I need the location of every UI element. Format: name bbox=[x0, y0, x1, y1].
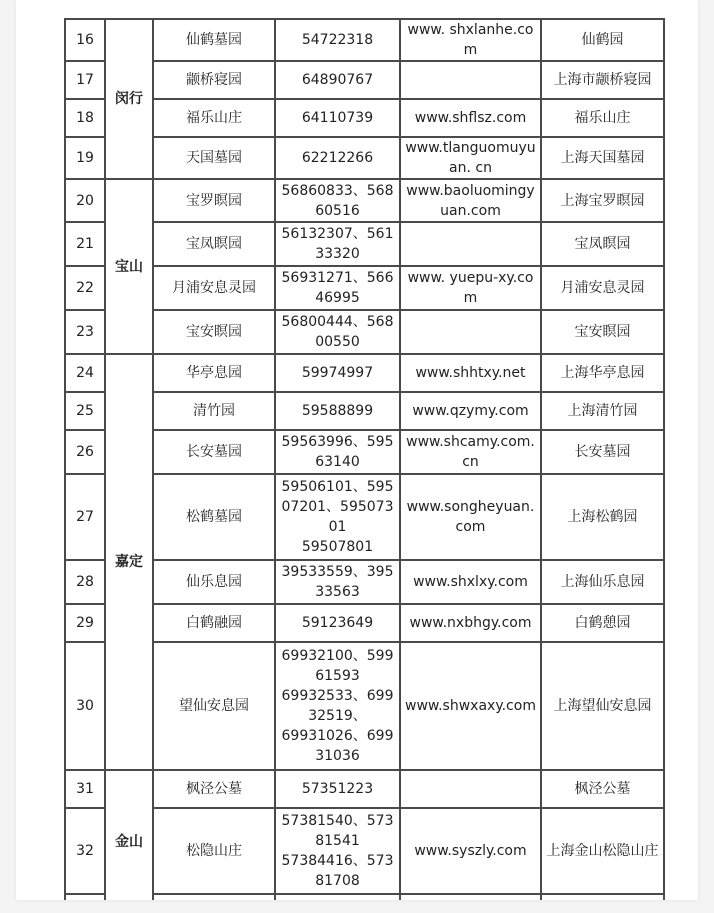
row-number: 28 bbox=[65, 560, 105, 604]
website-cell: www.shhtxy.net bbox=[400, 354, 541, 392]
table-row bbox=[65, 894, 664, 900]
phone-line: 69932100、59961593 bbox=[281, 648, 394, 684]
phone-line: 69931026、69931036 bbox=[281, 728, 394, 764]
table-row bbox=[65, 179, 664, 222]
phone-line: 56860833、56860516 bbox=[281, 182, 394, 219]
phone-cell bbox=[275, 604, 400, 642]
phone-line: 64890767 bbox=[301, 72, 374, 88]
phone-line: 57381540、57381541 bbox=[281, 813, 394, 849]
row-number: 30 bbox=[65, 642, 105, 770]
district-cell: 嘉定 bbox=[105, 354, 153, 770]
table-row bbox=[65, 474, 664, 560]
table-row bbox=[65, 430, 664, 474]
row-number: 16 bbox=[65, 19, 105, 61]
table-row bbox=[65, 222, 664, 266]
phone-cell bbox=[275, 770, 400, 808]
phone-cell bbox=[275, 642, 400, 770]
phone-line: 56800444、56800550 bbox=[281, 314, 394, 350]
cemetery-name: 天国墓园 bbox=[153, 137, 275, 179]
cemetery-name: 枫泾公墓 bbox=[153, 770, 275, 808]
phone-line: 59974997 bbox=[301, 365, 374, 381]
phone-cell bbox=[275, 430, 400, 474]
phone-line: 59563996、59563140 bbox=[281, 434, 394, 470]
cemetery-name bbox=[153, 894, 275, 900]
operator-cell: 上海金山松隐山庄 bbox=[541, 808, 664, 894]
operator-cell: 上海清竹园 bbox=[541, 392, 664, 430]
operator-cell: 月浦安息灵园 bbox=[541, 266, 664, 310]
website-cell bbox=[400, 222, 541, 266]
phone-cell bbox=[275, 61, 400, 99]
phone-cell bbox=[275, 474, 400, 560]
phone-cell bbox=[275, 354, 400, 392]
row-number: 31 bbox=[65, 770, 105, 808]
website-cell: www.tlanguomuyuan. cn bbox=[400, 137, 541, 179]
row-number: 25 bbox=[65, 392, 105, 430]
website-cell: www.shwxaxy.com bbox=[400, 642, 541, 770]
phone-line: 59506101、59507201、59507301 bbox=[281, 479, 394, 535]
operator-cell: 福乐山庄 bbox=[541, 99, 664, 137]
phone-cell bbox=[275, 137, 400, 179]
cemetery-name: 华亭息园 bbox=[153, 354, 275, 392]
row-number: 20 bbox=[65, 179, 105, 222]
table-row bbox=[65, 99, 664, 137]
cemetery-name: 白鹤融园 bbox=[153, 604, 275, 642]
row-number: 24 bbox=[65, 354, 105, 392]
cemetery-name: 月浦安息灵园 bbox=[153, 266, 275, 310]
phone-cell bbox=[275, 222, 400, 266]
row-number: 21 bbox=[65, 222, 105, 266]
phone-cell bbox=[275, 19, 400, 61]
operator-cell: 宝安瞑园 bbox=[541, 310, 664, 354]
website-cell: www.nxbhgy.com bbox=[400, 604, 541, 642]
operator-cell: 上海天国墓园 bbox=[541, 137, 664, 179]
phone-line: 59123649 bbox=[301, 615, 374, 631]
table-row bbox=[65, 354, 664, 392]
phone-line: 64110739 bbox=[301, 110, 374, 126]
row-number: 27 bbox=[65, 474, 105, 560]
table-row bbox=[65, 642, 664, 770]
phone-cell bbox=[275, 808, 400, 894]
cemetery-name: 松鹤墓园 bbox=[153, 474, 275, 560]
row-number: 23 bbox=[65, 310, 105, 354]
operator-cell bbox=[541, 894, 664, 900]
phone-line: 56132307、56133320 bbox=[281, 226, 394, 262]
phone-line: 57384416、57381708 bbox=[281, 853, 394, 889]
phone-line: 39533559、39533563 bbox=[281, 564, 394, 600]
website-cell: www.baoluomingyuan.com bbox=[400, 179, 541, 222]
website-cell bbox=[400, 310, 541, 354]
operator-cell: 上海仙乐息园 bbox=[541, 560, 664, 604]
cemetery-name: 宝罗瞑园 bbox=[153, 179, 275, 222]
row-number: 18 bbox=[65, 99, 105, 137]
table-row bbox=[65, 61, 664, 99]
website-cell: www.shflsz.com bbox=[400, 99, 541, 137]
cemetery-name: 长安墓园 bbox=[153, 430, 275, 474]
table-row bbox=[65, 770, 664, 808]
table-row bbox=[65, 19, 664, 61]
cemetery-table bbox=[64, 18, 665, 900]
district-cell: 金山 bbox=[105, 770, 153, 900]
cemetery-name: 仙鹤墓园 bbox=[153, 19, 275, 61]
row-number: 26 bbox=[65, 430, 105, 474]
table-row bbox=[65, 310, 664, 354]
website-cell: www. shxlanhe.com bbox=[400, 19, 541, 61]
phone-cell bbox=[275, 894, 400, 900]
cemetery-name: 宝凤瞑园 bbox=[153, 222, 275, 266]
cemetery-name: 清竹园 bbox=[153, 392, 275, 430]
website-cell: www.qzymy.com bbox=[400, 392, 541, 430]
phone-cell bbox=[275, 99, 400, 137]
operator-cell: 上海市颛桥寝园 bbox=[541, 61, 664, 99]
operator-cell: 上海宝罗瞑园 bbox=[541, 179, 664, 222]
phone-line: 57351223 bbox=[301, 781, 374, 797]
website-cell bbox=[400, 61, 541, 99]
website-cell bbox=[400, 770, 541, 808]
phone-cell bbox=[275, 392, 400, 430]
operator-cell: 长安墓园 bbox=[541, 430, 664, 474]
phone-line: 59507801 bbox=[301, 539, 374, 555]
phone-cell bbox=[275, 179, 400, 222]
operator-cell: 枫泾公墓 bbox=[541, 770, 664, 808]
row-number bbox=[65, 894, 105, 900]
district-cell: 宝山 bbox=[105, 179, 153, 354]
table-row bbox=[65, 266, 664, 310]
cemetery-name: 松隐山庄 bbox=[153, 808, 275, 894]
row-number: 29 bbox=[65, 604, 105, 642]
phone-line: 59588899 bbox=[301, 403, 374, 419]
row-number: 22 bbox=[65, 266, 105, 310]
cemetery-name: 仙乐息园 bbox=[153, 560, 275, 604]
phone-cell bbox=[275, 560, 400, 604]
cemetery-name: 福乐山庄 bbox=[153, 99, 275, 137]
table-row bbox=[65, 392, 664, 430]
website-cell: www.songheyuan. com bbox=[400, 474, 541, 560]
phone-line: 69932533、69932519、 bbox=[281, 688, 394, 724]
phone-cell bbox=[275, 266, 400, 310]
website-cell bbox=[400, 894, 541, 900]
operator-cell: 仙鹤园 bbox=[541, 19, 664, 61]
cemetery-name: 宝安瞑园 bbox=[153, 310, 275, 354]
operator-cell: 白鹤憩园 bbox=[541, 604, 664, 642]
phone-cell bbox=[275, 310, 400, 354]
website-cell: www. yuepu-xy.com bbox=[400, 266, 541, 310]
table-row bbox=[65, 808, 664, 894]
website-cell: www.shxlxy.com bbox=[400, 560, 541, 604]
operator-cell: 上海望仙安息园 bbox=[541, 642, 664, 770]
table-row bbox=[65, 604, 664, 642]
operator-cell: 上海华亭息园 bbox=[541, 354, 664, 392]
phone-line: 56931271、56646995 bbox=[281, 270, 394, 306]
cemetery-name: 望仙安息园 bbox=[153, 642, 275, 770]
district-cell: 闵行 bbox=[105, 19, 153, 179]
table-body bbox=[65, 19, 664, 900]
table-row bbox=[65, 137, 664, 179]
operator-cell: 上海松鹤园 bbox=[541, 474, 664, 560]
table-row bbox=[65, 560, 664, 604]
row-number: 17 bbox=[65, 61, 105, 99]
operator-cell: 宝凤瞑园 bbox=[541, 222, 664, 266]
phone-line: 62212266 bbox=[301, 150, 374, 166]
row-number: 32 bbox=[65, 808, 105, 894]
row-number: 19 bbox=[65, 137, 105, 179]
phone-line: 54722318 bbox=[301, 32, 374, 48]
website-cell: www.shcamy.com.cn bbox=[400, 430, 541, 474]
cemetery-name: 颛桥寝园 bbox=[153, 61, 275, 99]
website-cell: www.syszly.com bbox=[400, 808, 541, 894]
document-page bbox=[16, 0, 698, 900]
